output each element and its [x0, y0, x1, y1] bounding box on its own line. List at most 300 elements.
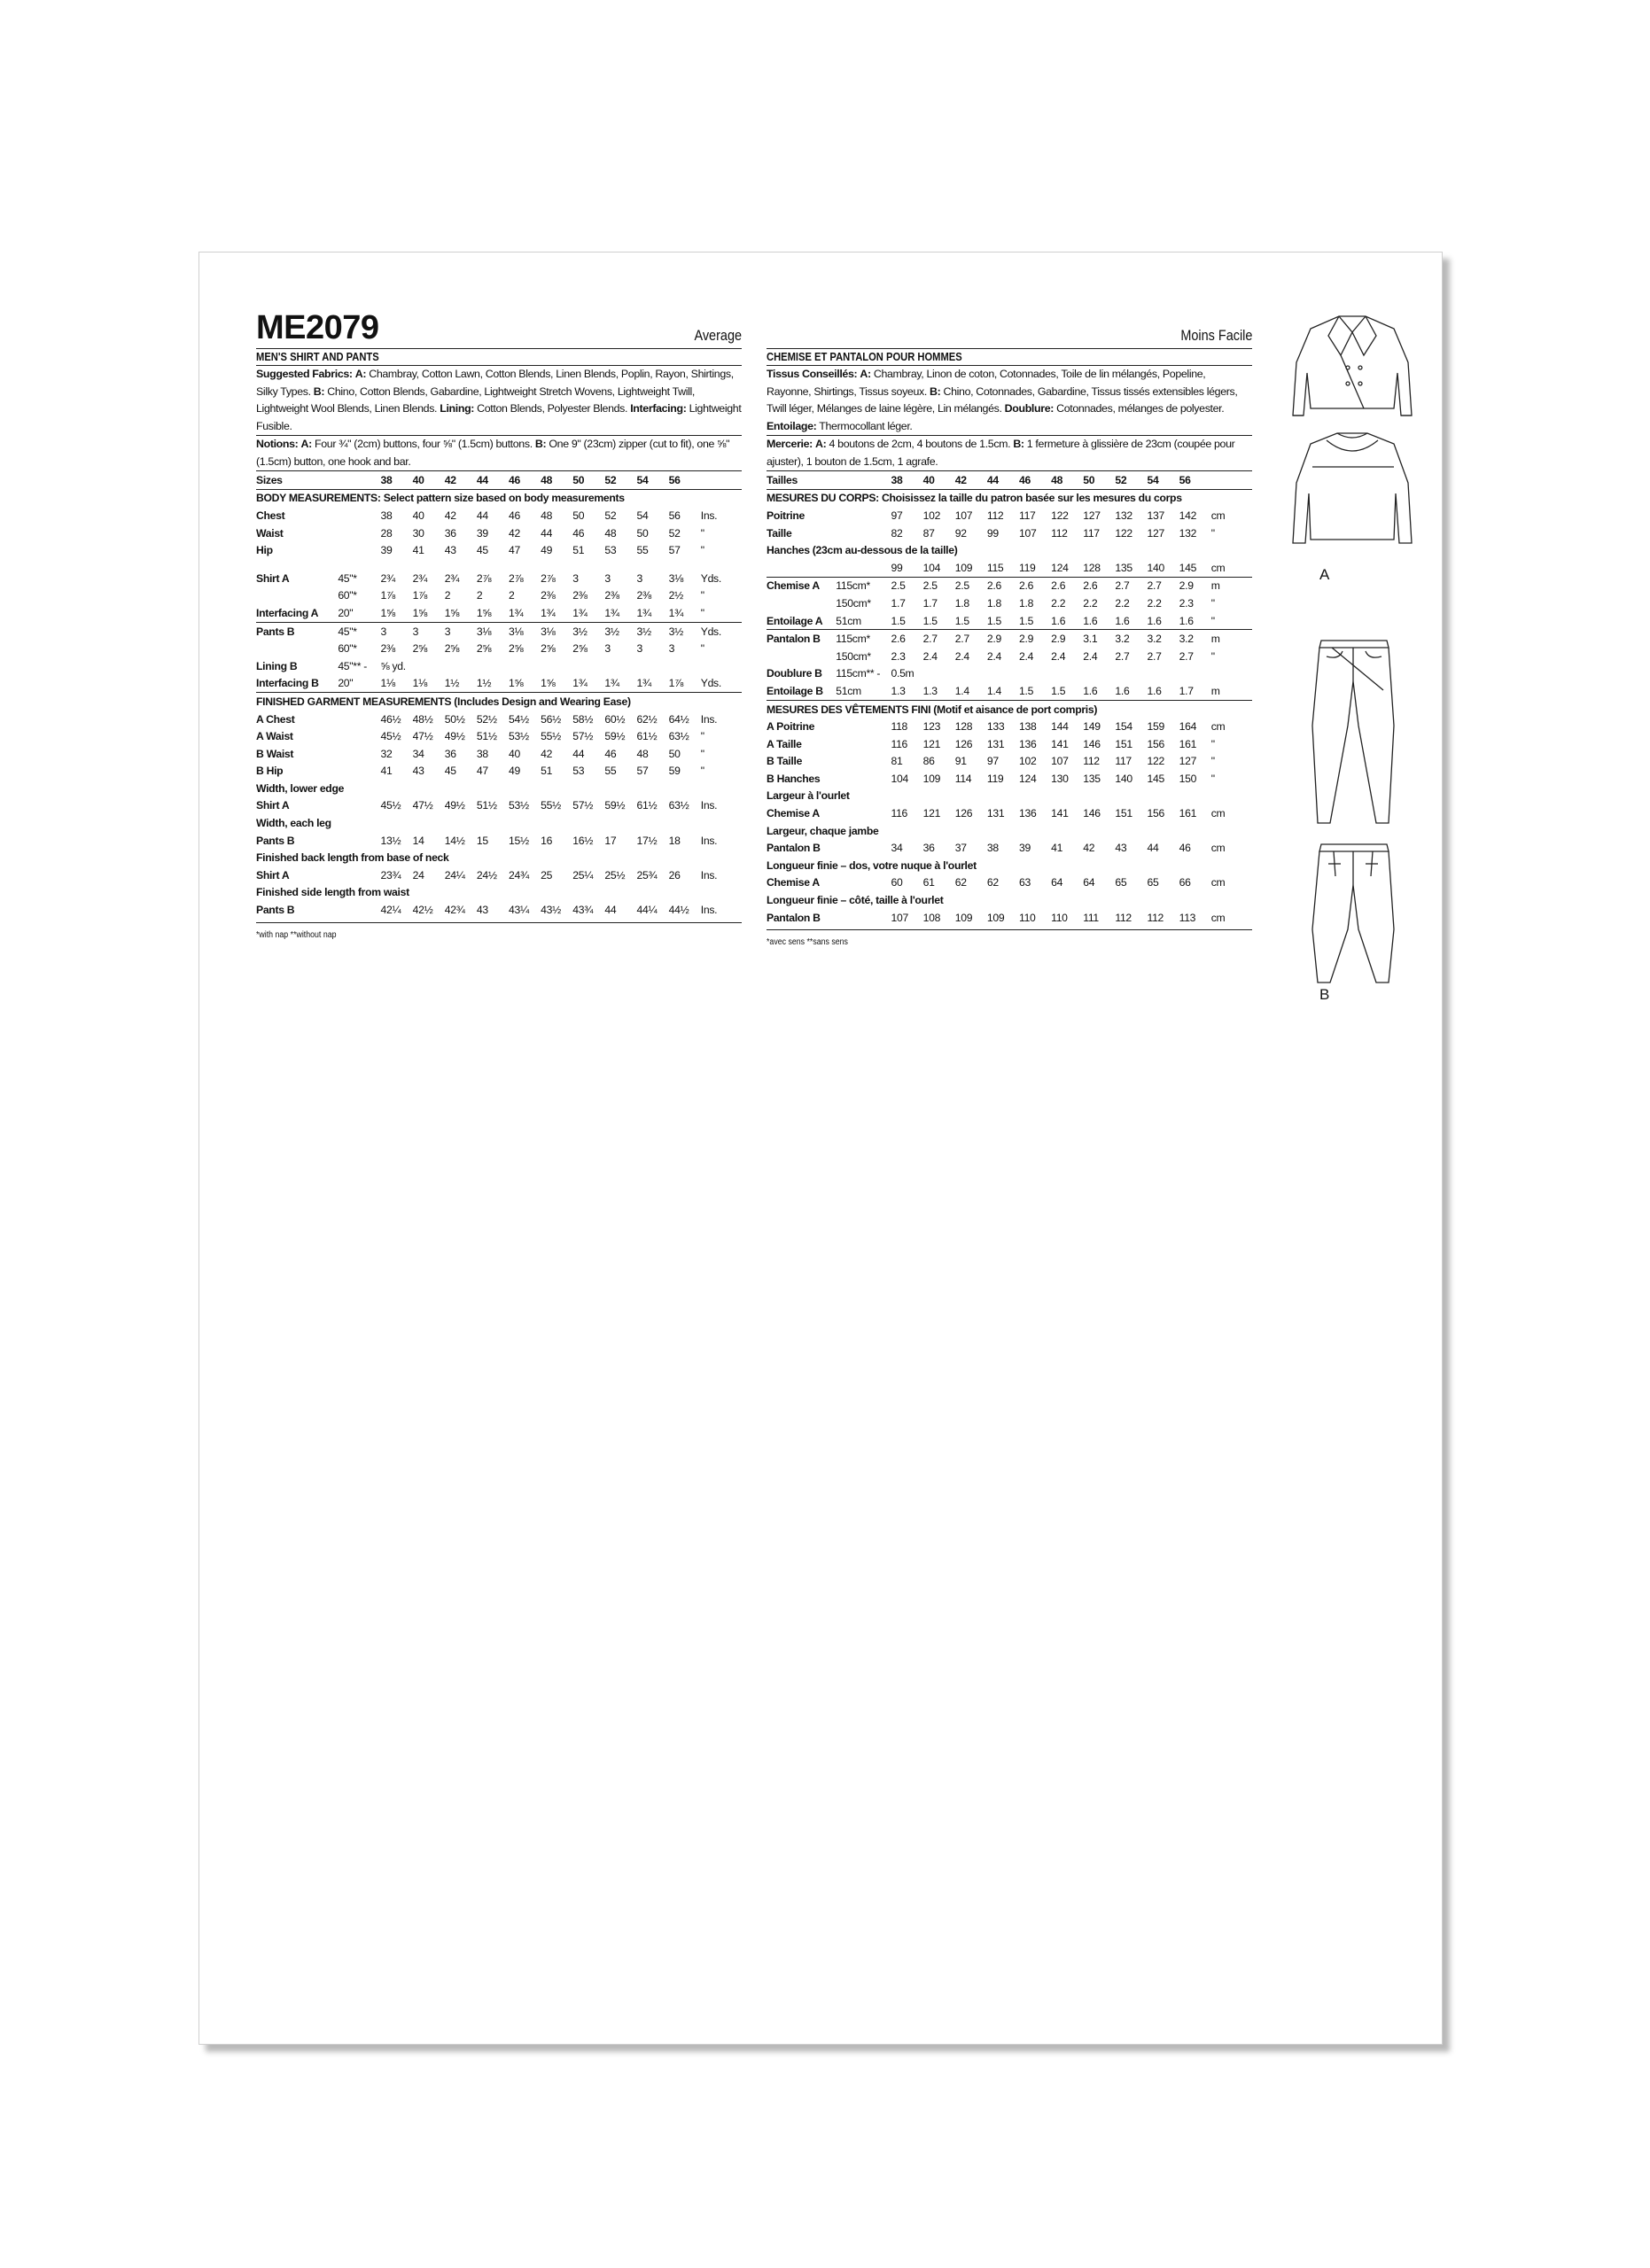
- table-cell: 112: [1083, 755, 1100, 768]
- table-cell: 1.5: [986, 614, 1001, 627]
- row-fabric-width: 115cm*: [836, 630, 891, 648]
- table-cell: 50: [572, 509, 585, 522]
- row-unit: cm: [1210, 842, 1226, 855]
- table-cell: 126: [954, 737, 973, 750]
- table-cell: 102: [1019, 755, 1037, 768]
- table-cell: 1⅞: [668, 677, 683, 690]
- table-cell: 127: [1179, 755, 1197, 768]
- table-cell: 46: [509, 471, 541, 490]
- view-a-label: A: [1319, 566, 1330, 583]
- table-row: [767, 665, 1252, 683]
- table-cell: 1.5: [891, 614, 906, 627]
- table-cell: 30: [412, 526, 424, 540]
- table-cell: 156: [1147, 737, 1164, 750]
- sizes-header-row: [767, 471, 1252, 490]
- table-row: [767, 648, 1252, 665]
- table-row: [767, 839, 1252, 857]
- table-row: [767, 524, 1252, 542]
- row-label: Chemise A: [767, 807, 820, 820]
- table-row: [256, 559, 742, 570]
- table-cell: 104: [922, 561, 941, 574]
- table-cell: 43¼: [509, 904, 529, 917]
- table-section-row: [767, 822, 1252, 840]
- row-unit: ": [1210, 526, 1215, 540]
- table-cell: 2.7: [1148, 577, 1179, 594]
- table-row: [767, 682, 1252, 700]
- table-cell: 41: [412, 544, 424, 557]
- row-unit: ": [1210, 755, 1215, 768]
- row-fabric-width: 150cm*: [836, 596, 871, 610]
- table-cell: 109: [986, 911, 1005, 924]
- row-unit: ": [1210, 772, 1215, 785]
- table-cell: 62: [954, 876, 967, 889]
- table-cell: 107: [954, 509, 973, 522]
- table-cell: 2⅜: [636, 589, 651, 602]
- table-section-row: [767, 700, 1252, 718]
- table-cell: 135: [1115, 561, 1132, 574]
- table-cell: 2.2: [1083, 596, 1098, 610]
- table-cell: 64: [1051, 876, 1063, 889]
- table-section-row: [256, 814, 742, 832]
- row-fabric-width: [836, 507, 891, 524]
- row-fabric-width: 60"*: [338, 589, 357, 602]
- table-cell: 2.5: [891, 577, 923, 594]
- table-cell: 3½: [637, 622, 669, 640]
- table-cell: 36: [444, 526, 456, 540]
- table-cell: 42¾: [444, 904, 465, 917]
- table-cell: 2⅜: [572, 589, 588, 602]
- table-row: [767, 612, 1252, 630]
- sizes-header-row: [256, 471, 742, 490]
- row-fabric-width: [836, 804, 891, 822]
- table-cell: 0.5m: [891, 667, 915, 680]
- table-cell: 24¼: [444, 868, 465, 882]
- row-fabric-width: [836, 753, 891, 771]
- table-cell: 1⅝: [444, 606, 460, 619]
- table-cell: 57½: [572, 799, 594, 812]
- row-unit: ": [700, 606, 704, 619]
- table-cell: 50: [668, 747, 681, 760]
- table-cell: 1.5: [1019, 684, 1034, 697]
- table-cell: [1051, 665, 1083, 683]
- table-cell: 104: [891, 772, 908, 785]
- table-row: [256, 587, 742, 605]
- table-cell: 44: [477, 471, 509, 490]
- table-cell: 2.9: [1051, 630, 1083, 648]
- table-cell: 150: [1179, 772, 1197, 785]
- table-cell: 2.9: [1179, 577, 1211, 594]
- table-cell: 2.4: [954, 649, 969, 663]
- table-cell: 138: [1019, 720, 1037, 734]
- table-cell: 3.2: [1179, 630, 1211, 648]
- table-cell: 2.9: [987, 630, 1019, 648]
- table-cell: 110: [1051, 911, 1068, 924]
- row-fabric-width: [836, 471, 891, 490]
- row-fabric-width: 60"*: [338, 642, 357, 656]
- table-cell: 136: [1019, 807, 1037, 820]
- table-cell: 113: [1179, 911, 1196, 924]
- footnote-fr: *avec sens **sans sens: [767, 937, 848, 948]
- table-cell: 2.6: [1051, 577, 1083, 594]
- table-cell: 42: [509, 526, 520, 540]
- table-cell: 14: [412, 834, 424, 847]
- table-cell: 60½: [604, 712, 626, 726]
- row-fabric-width: [836, 770, 891, 788]
- notions: Notions: A: Four ¾" (2cm) buttons, four ⅝" (1.5cm) buttons. B: One 9" (23cm) zipper (cut to fit), one ⅝" (1.5cm) button, one hook and bar.: [256, 438, 730, 468]
- table-section-row: [767, 891, 1252, 909]
- table-cell: 61: [922, 876, 935, 889]
- table-cell: 51: [541, 765, 553, 778]
- table-cell: 1¾: [604, 677, 619, 690]
- footnote: *with nap **without nap: [256, 929, 337, 940]
- row-label: Chemise A: [767, 577, 836, 594]
- table-cell: 141: [1051, 737, 1069, 750]
- table-cell: 65: [1147, 876, 1159, 889]
- table-cell: 1.7: [891, 596, 906, 610]
- row-label: Pantalon B: [767, 630, 836, 648]
- row-label: A Waist: [256, 730, 293, 743]
- table-cell: 133: [986, 720, 1005, 734]
- table-cell: 1.4: [954, 684, 969, 697]
- table-section-row: [256, 780, 742, 797]
- row-unit: ": [700, 544, 704, 557]
- table-cell: 110: [1019, 911, 1036, 924]
- table-cell: [541, 657, 572, 675]
- row-label: Entoilage A: [767, 614, 823, 627]
- table-cell: 3.2: [1148, 630, 1179, 648]
- table-row: [256, 507, 742, 524]
- row-fabric-width: 20": [338, 606, 354, 619]
- table-cell: 107: [891, 911, 908, 924]
- table-cell: 44½: [668, 904, 689, 917]
- table-row: [256, 570, 742, 587]
- table-cell: 1⅞: [380, 589, 395, 602]
- row-fabric-width: [836, 524, 891, 542]
- technical-drawings: [1277, 309, 1436, 1003]
- table-cell: 49: [541, 544, 553, 557]
- table-cell: 2: [476, 589, 483, 602]
- row-fabric-width: 150cm*: [836, 649, 871, 663]
- row-unit: Yds.: [701, 622, 742, 640]
- table-cell: 49½: [444, 799, 465, 812]
- table-cell: 2.5: [923, 577, 955, 594]
- table-cell: 18: [668, 834, 681, 847]
- table-cell: 58½: [572, 712, 594, 726]
- table-cell: 56: [668, 509, 681, 522]
- measurement-table: [256, 470, 742, 919]
- row-unit: ": [700, 730, 704, 743]
- row-label: Lining B: [256, 659, 298, 672]
- table-cell: 109: [954, 561, 973, 574]
- table-cell: 1.5: [1019, 614, 1034, 627]
- row-unit: ": [700, 642, 704, 656]
- table-cell: 36: [444, 747, 456, 760]
- section-heading: Longueur finie – dos, votre nuque à l'ourlet: [767, 858, 977, 872]
- table-cell: 48½: [412, 712, 433, 726]
- pattern-code: ME2079: [256, 309, 379, 346]
- table-cell: 55½: [541, 730, 561, 743]
- table-cell: 99: [891, 561, 903, 574]
- table-cell: 3: [381, 622, 413, 640]
- table-cell: 1⅝: [509, 677, 524, 690]
- table-cell: 3⅛: [541, 622, 572, 640]
- table-cell: 2.6: [1019, 577, 1051, 594]
- table-cell: 16: [541, 834, 553, 847]
- table-cell: 47½: [412, 799, 433, 812]
- table-row: [767, 559, 1252, 577]
- table-cell: 44: [541, 526, 553, 540]
- row-fabric-width: [836, 874, 891, 892]
- row-label: Shirt A: [256, 571, 290, 585]
- table-cell: 91: [954, 755, 967, 768]
- table-cell: 118: [891, 720, 908, 734]
- table-cell: 55: [636, 544, 649, 557]
- table-row: [256, 797, 742, 815]
- table-section-row: [256, 693, 742, 711]
- table-cell: 2.9: [1019, 630, 1051, 648]
- table-cell: 46: [1179, 842, 1191, 855]
- table-cell: 43¾: [572, 904, 594, 917]
- table-cell: 161: [1179, 807, 1197, 820]
- table-cell: 3½: [669, 622, 701, 640]
- table-row: [256, 745, 742, 763]
- table-cell: 50: [1083, 471, 1115, 490]
- table-cell: 64: [1083, 876, 1095, 889]
- table-cell: 1⅝: [476, 606, 492, 619]
- table-cell: 135: [1083, 772, 1101, 785]
- table-cell: 63: [1019, 876, 1031, 889]
- table-cell: 1.6: [1051, 614, 1066, 627]
- table-cell: 151: [1115, 737, 1132, 750]
- table-cell: 40: [923, 471, 955, 490]
- row-fabric-width: [338, 711, 380, 728]
- table-cell: 122: [1115, 526, 1132, 540]
- shirt-back-drawing: [1293, 433, 1412, 543]
- table-cell: 40: [412, 509, 424, 522]
- table-cell: 131: [986, 807, 1005, 820]
- table-cell: [1148, 665, 1179, 683]
- table-cell: 2¾: [444, 571, 460, 585]
- table-cell: 122: [1051, 509, 1069, 522]
- table-cell: 51: [572, 544, 585, 557]
- table-cell: 44: [1147, 842, 1159, 855]
- section-heading: Largeur, chaque jambe: [767, 824, 879, 837]
- table-cell: 164: [1179, 720, 1197, 734]
- row-label: Taille: [767, 526, 792, 540]
- table-cell: 43: [412, 765, 424, 778]
- table-cell: 149: [1083, 720, 1101, 734]
- section-heading: BODY MEASUREMENTS: Select pattern size based on body measurements: [256, 492, 625, 505]
- row-fabric-width: [338, 832, 380, 850]
- table-cell: 3⅛: [509, 622, 541, 640]
- row-label: B Taille: [767, 755, 803, 768]
- table-cell: 23¾: [380, 868, 401, 882]
- table-cell: 123: [922, 720, 941, 734]
- table-row: [256, 675, 742, 693]
- table-cell: 2⅝: [572, 642, 588, 656]
- pants-back-drawing: [1312, 844, 1394, 983]
- section-heading: MESURES DU CORPS: Choisissez la taille du patron basée sur les mesures du corps: [767, 492, 1182, 505]
- section-heading: Width, each leg: [256, 817, 331, 830]
- table-cell: 1.5: [954, 614, 969, 627]
- table-cell: [509, 657, 541, 675]
- table-cell: 1.8: [954, 596, 969, 610]
- table-row: [767, 630, 1252, 648]
- table-cell: 2: [444, 589, 451, 602]
- row-label: Pantalon B: [767, 911, 821, 924]
- table-cell: 1.5: [922, 614, 938, 627]
- table-cell: 24½: [476, 868, 497, 882]
- table-section-row: [256, 849, 742, 866]
- table-cell: 1.6: [1179, 614, 1194, 627]
- table-cell: 2.7: [1115, 649, 1130, 663]
- row-label: Entoilage B: [767, 684, 823, 697]
- table-cell: 37: [954, 842, 967, 855]
- section-heading: Longueur finie – côté, taille à l'ourlet: [767, 894, 944, 907]
- table-row: [256, 657, 742, 675]
- table-cell: 42: [955, 471, 987, 490]
- row-fabric-width: [338, 866, 380, 884]
- table-section-row: [767, 857, 1252, 874]
- table-cell: 61½: [636, 799, 658, 812]
- table-cell: 3: [413, 622, 445, 640]
- table-cell: 121: [922, 737, 941, 750]
- table-cell: 2⅝: [476, 642, 492, 656]
- row-unit: m: [1210, 684, 1220, 697]
- table-cell: 1.6: [1083, 684, 1098, 697]
- table-row: [256, 711, 742, 728]
- table-cell: 17½: [636, 834, 658, 847]
- table-cell: 66: [1179, 876, 1191, 889]
- row-label: B Hip: [256, 765, 284, 778]
- row-fabric-width: 45"*: [338, 622, 380, 640]
- table-row: [256, 832, 742, 850]
- table-cell: 1¾: [636, 606, 651, 619]
- table-cell: 146: [1083, 807, 1101, 820]
- table-cell: 49½: [444, 730, 465, 743]
- row-unit: ": [1210, 596, 1215, 610]
- table-cell: 97: [891, 509, 903, 522]
- table-cell: 1.8: [986, 596, 1001, 610]
- row-fabric-width: [338, 524, 380, 542]
- row-label: [767, 559, 836, 577]
- table-cell: 41: [1051, 842, 1063, 855]
- table-cell: 59½: [604, 730, 626, 743]
- table-cell: 2.4: [922, 649, 938, 663]
- table-cell: 1½: [444, 677, 460, 690]
- table-cell: 1.8: [1019, 596, 1034, 610]
- table-cell: 2.6: [1083, 577, 1115, 594]
- table-cell: [637, 657, 669, 675]
- table-cell: 56: [1179, 471, 1211, 490]
- table-cell: 2¾: [380, 571, 395, 585]
- table-cell: 119: [986, 772, 1004, 785]
- table-row: [256, 866, 742, 884]
- table-cell: 140: [1147, 561, 1164, 574]
- table-cell: 43: [444, 544, 456, 557]
- row-label: Tailles: [767, 471, 836, 490]
- table-cell: 38: [381, 471, 413, 490]
- row-label: Poitrine: [767, 509, 805, 522]
- row-label: Chest: [256, 509, 285, 522]
- table-cell: 44: [572, 747, 585, 760]
- table-cell: 3: [572, 571, 579, 585]
- line-drawings: [1277, 309, 1436, 1000]
- table-cell: [445, 657, 477, 675]
- table-cell: 142: [1179, 509, 1197, 522]
- table-cell: [669, 657, 701, 675]
- table-cell: [987, 665, 1019, 683]
- table-row: [767, 909, 1252, 927]
- table-cell: 43½: [541, 904, 561, 917]
- table-cell: 109: [954, 911, 973, 924]
- table-cell: 2.4: [986, 649, 1001, 663]
- table-cell: 50½: [444, 712, 465, 726]
- table-cell: 1.5: [1051, 684, 1066, 697]
- row-fabric-width: [836, 735, 891, 753]
- table-cell: 2.7: [955, 630, 987, 648]
- row-fabric-width: [836, 909, 891, 927]
- table-cell: 112: [1115, 911, 1132, 924]
- table-cell: 119: [1019, 561, 1036, 574]
- row-fabric-width: 115cm** -: [836, 667, 881, 680]
- table-row: [767, 718, 1252, 735]
- table-row: [256, 524, 742, 542]
- table-cell: 1⅝: [380, 606, 395, 619]
- table-cell: 26: [668, 868, 681, 882]
- table-cell: 2.7: [923, 630, 955, 648]
- table-cell: 55: [604, 765, 617, 778]
- table-cell: 2.7: [1115, 577, 1147, 594]
- table-cell: 2.3: [891, 649, 906, 663]
- table-cell: ⅝ yd.: [380, 659, 406, 672]
- row-fabric-width: [836, 839, 891, 857]
- table-cell: 99: [986, 526, 999, 540]
- row-unit: [701, 471, 742, 490]
- row-fabric-width: 51cm: [836, 614, 861, 627]
- table-cell: 1.6: [1115, 614, 1130, 627]
- table-cell: 53: [604, 544, 617, 557]
- table-cell: 46: [604, 747, 617, 760]
- row-fabric-width: [836, 559, 891, 577]
- row-fabric-width: 115cm*: [836, 577, 891, 594]
- table-cell: 51½: [476, 730, 497, 743]
- table-cell: 57½: [572, 730, 594, 743]
- french-column: [767, 309, 1252, 947]
- table-row: [767, 507, 1252, 524]
- table-cell: 40: [509, 747, 520, 760]
- row-fabric-width: 45"** -: [338, 659, 368, 672]
- table-cell: 43: [1115, 842, 1127, 855]
- table-cell: 3½: [572, 622, 604, 640]
- table-row: [767, 753, 1252, 771]
- table-cell: 17: [604, 834, 617, 847]
- table-cell: 48: [541, 471, 572, 490]
- table-cell: 107: [1051, 755, 1069, 768]
- table-cell: 3: [604, 642, 611, 656]
- row-unit: Ins.: [700, 799, 718, 812]
- table-cell: 132: [1115, 509, 1132, 522]
- table-cell: 2.7: [1147, 649, 1162, 663]
- table-cell: 47½: [412, 730, 433, 743]
- table-cell: 52: [604, 509, 617, 522]
- table-cell: 46½: [380, 712, 401, 726]
- table-row: [256, 604, 742, 622]
- table-cell: 52: [604, 471, 636, 490]
- section-heading: Hanches (23cm au-dessous de la taille): [767, 544, 958, 557]
- table-cell: 59½: [604, 799, 626, 812]
- table-cell: 3: [636, 642, 642, 656]
